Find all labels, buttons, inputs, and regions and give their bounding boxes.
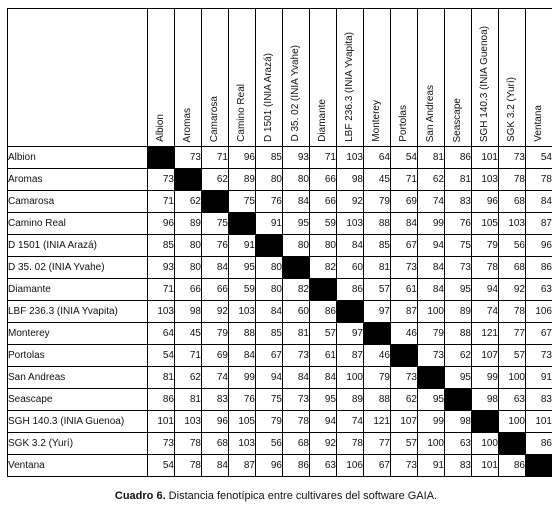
table-cell: 84	[256, 301, 283, 323]
table-row	[8, 433, 552, 455]
table-row	[8, 235, 552, 257]
table-cell: 103	[175, 411, 202, 433]
table-cell: 73	[499, 147, 526, 169]
table-cell: 84	[310, 367, 337, 389]
table-cell: 92	[202, 301, 229, 323]
table-row	[8, 147, 552, 169]
table-cell: 76	[256, 191, 283, 213]
table-cell: 107	[472, 345, 499, 367]
row-label: Portolas	[8, 345, 148, 367]
table-cell: 45	[364, 169, 391, 191]
column-header	[175, 9, 202, 147]
table-cell: 63	[499, 389, 526, 411]
table-cell: 94	[418, 235, 445, 257]
column-header	[310, 9, 337, 147]
table-cell: 81	[148, 367, 175, 389]
table-cell: 54	[148, 345, 175, 367]
table-cell: 71	[310, 147, 337, 169]
table-cell: 62	[391, 389, 418, 411]
table-cell: 77	[499, 323, 526, 345]
table-cell: 76	[445, 213, 472, 235]
table-cell: 101	[526, 411, 552, 433]
table-cell: 59	[229, 279, 256, 301]
table-row	[8, 389, 552, 411]
table-cell: 68	[202, 433, 229, 455]
table-cell: 71	[148, 279, 175, 301]
column-header-label: SGH 140.3 (INIA Guenoa)	[479, 25, 490, 142]
header-row	[8, 9, 552, 147]
table-cell: 57	[391, 433, 418, 455]
table-cell: 54	[391, 147, 418, 169]
table-cell: 92	[499, 279, 526, 301]
table-cell: 84	[202, 455, 229, 477]
column-header	[256, 9, 283, 147]
table-cell: 100	[337, 367, 364, 389]
table-cell: 57	[364, 279, 391, 301]
table-cell: 101	[472, 147, 499, 169]
table-cell: 60	[337, 257, 364, 279]
table-cell: 56	[499, 235, 526, 257]
table-cell: 79	[364, 191, 391, 213]
table-cell: 121	[472, 323, 499, 345]
table-cell: 78	[499, 169, 526, 191]
table-cell: 92	[337, 191, 364, 213]
table-cell: 78	[472, 257, 499, 279]
table-cell: 71	[391, 169, 418, 191]
table-cell: 69	[202, 345, 229, 367]
table-cell: 86	[526, 433, 552, 455]
column-header-label: D 1501 (INIA Arazá)	[263, 53, 274, 142]
table-cell: 86	[148, 389, 175, 411]
table-caption	[0, 490, 552, 502]
table-cell: 75	[202, 213, 229, 235]
table-row	[8, 191, 552, 213]
table-cell: 86	[526, 257, 552, 279]
table-cell: 57	[310, 323, 337, 345]
table-cell: 106	[526, 301, 552, 323]
table-cell: 87	[229, 455, 256, 477]
row-label: Camarosa	[8, 191, 148, 213]
table-cell: 73	[148, 433, 175, 455]
table-cell: 64	[148, 323, 175, 345]
table-cell: 79	[418, 323, 445, 345]
table-cell: 82	[283, 279, 310, 301]
table-cell: 106	[337, 455, 364, 477]
table-cell: 100	[418, 301, 445, 323]
table-cell: 78	[175, 455, 202, 477]
table-cell: 62	[418, 169, 445, 191]
table-cell: 91	[526, 367, 552, 389]
table-cell: 96	[256, 455, 283, 477]
table-cell: 91	[229, 235, 256, 257]
table-cell: 74	[202, 367, 229, 389]
column-header	[364, 9, 391, 147]
table-cell: 121	[364, 411, 391, 433]
table-cell: 73	[391, 367, 418, 389]
table-cell: 81	[364, 257, 391, 279]
table-cell: 94	[256, 367, 283, 389]
column-header	[472, 9, 499, 147]
table-cell: 105	[472, 213, 499, 235]
distance-matrix-table	[7, 8, 552, 477]
column-header	[283, 9, 310, 147]
table-cell: 86	[283, 455, 310, 477]
table-cell: 79	[364, 367, 391, 389]
table-cell: 79	[256, 411, 283, 433]
table-cell: 79	[472, 235, 499, 257]
table-cell: 66	[310, 169, 337, 191]
diagonal-cell	[391, 345, 418, 367]
table-cell: 94	[310, 411, 337, 433]
table-cell: 88	[364, 389, 391, 411]
table-cell: 100	[472, 433, 499, 455]
table-cell: 89	[445, 301, 472, 323]
column-header	[526, 9, 552, 147]
column-header	[418, 9, 445, 147]
column-header	[229, 9, 256, 147]
row-label: Camino Real	[8, 213, 148, 235]
table-cell: 89	[229, 169, 256, 191]
column-header-label: Diamante	[317, 99, 328, 142]
table-cell: 100	[499, 411, 526, 433]
table-cell: 75	[445, 235, 472, 257]
table-cell: 80	[175, 257, 202, 279]
table-cell: 71	[175, 345, 202, 367]
table-cell: 83	[445, 191, 472, 213]
column-header-label: Monterey	[371, 100, 382, 142]
table-row	[8, 169, 552, 191]
table-cell: 73	[175, 147, 202, 169]
table-cell: 99	[418, 213, 445, 235]
table-cell: 80	[175, 235, 202, 257]
table-cell: 78	[337, 433, 364, 455]
diagonal-cell	[175, 169, 202, 191]
table-cell: 105	[229, 411, 256, 433]
table-cell: 75	[256, 389, 283, 411]
table-cell: 98	[337, 169, 364, 191]
table-cell: 103	[229, 301, 256, 323]
row-label: Aromas	[8, 169, 148, 191]
table-cell: 93	[148, 257, 175, 279]
caption-label: Cuadro 6.	[114, 490, 166, 502]
diagonal-cell	[148, 147, 175, 169]
column-header-label: Camino Real	[236, 84, 247, 142]
table-cell: 86	[499, 455, 526, 477]
table-cell: 93	[283, 147, 310, 169]
column-header	[202, 9, 229, 147]
column-header-label: D 35. 02 (INIA Yvahe)	[290, 45, 301, 142]
table-cell: 97	[364, 301, 391, 323]
table-cell: 67	[364, 455, 391, 477]
column-header-label: Albion	[155, 114, 166, 142]
table-cell: 99	[229, 367, 256, 389]
table-cell: 103	[337, 147, 364, 169]
corner-cell	[8, 9, 148, 147]
table-cell: 89	[175, 213, 202, 235]
table-cell: 46	[364, 345, 391, 367]
table-cell: 71	[202, 147, 229, 169]
table-cell: 80	[283, 169, 310, 191]
table-cell: 66	[175, 279, 202, 301]
table-cell: 73	[283, 389, 310, 411]
table-cell: 100	[499, 367, 526, 389]
table-cell: 85	[256, 323, 283, 345]
table-cell: 76	[202, 235, 229, 257]
column-header-label: San Andreas	[425, 84, 436, 142]
table-cell: 85	[148, 235, 175, 257]
table-cell: 92	[310, 433, 337, 455]
table-cell: 103	[148, 301, 175, 323]
table-cell: 99	[472, 367, 499, 389]
table-cell: 95	[283, 213, 310, 235]
table-cell: 68	[283, 433, 310, 455]
diagonal-cell	[256, 235, 283, 257]
table-cell: 80	[256, 279, 283, 301]
column-header	[499, 9, 526, 147]
diagonal-cell	[526, 455, 552, 477]
table-cell: 78	[526, 169, 552, 191]
table-cell: 96	[526, 235, 552, 257]
table-cell: 95	[229, 257, 256, 279]
row-label: Ventana	[8, 455, 148, 477]
column-header	[148, 9, 175, 147]
table-cell: 78	[499, 301, 526, 323]
table-cell: 69	[391, 191, 418, 213]
row-label: SGK 3.2 (Yurí)	[8, 433, 148, 455]
table-cell: 98	[175, 301, 202, 323]
table-cell: 80	[283, 235, 310, 257]
diagonal-cell	[472, 411, 499, 433]
table-cell: 88	[364, 213, 391, 235]
column-header	[445, 9, 472, 147]
table-cell: 79	[202, 323, 229, 345]
table-row	[8, 279, 552, 301]
table-cell: 84	[526, 191, 552, 213]
table-cell: 80	[310, 235, 337, 257]
table-cell: 84	[229, 345, 256, 367]
diagonal-cell	[499, 433, 526, 455]
table-cell: 67	[256, 345, 283, 367]
table-cell: 84	[391, 213, 418, 235]
table-cell: 57	[499, 345, 526, 367]
table-row	[8, 345, 552, 367]
table-cell: 95	[418, 389, 445, 411]
table-cell: 101	[148, 411, 175, 433]
table-cell: 87	[526, 213, 552, 235]
table-cell: 73	[418, 345, 445, 367]
table-cell: 96	[229, 147, 256, 169]
table-cell: 99	[418, 411, 445, 433]
table-cell: 76	[229, 389, 256, 411]
column-header-label: Camarosa	[209, 95, 220, 142]
table-cell: 59	[310, 213, 337, 235]
row-label: Monterey	[8, 323, 148, 345]
table-cell: 74	[418, 191, 445, 213]
table-cell: 81	[283, 323, 310, 345]
column-header-label: LBF 236.3 (INIA Yvapita)	[344, 32, 355, 142]
row-label: LBF 236.3 (INIA Yvapita)	[8, 301, 148, 323]
column-header	[391, 9, 418, 147]
table-cell: 62	[202, 169, 229, 191]
row-label: SGH 140.3 (INIA Guenoa)	[8, 411, 148, 433]
table-cell: 63	[445, 433, 472, 455]
column-header-label: SGK 3.2 (Yurí)	[506, 76, 517, 142]
table-cell: 96	[472, 191, 499, 213]
table-cell: 73	[148, 169, 175, 191]
table-row	[8, 301, 552, 323]
diagonal-cell	[202, 191, 229, 213]
table-cell: 62	[445, 345, 472, 367]
table-cell: 97	[337, 323, 364, 345]
table-cell: 83	[445, 455, 472, 477]
table-row	[8, 213, 552, 235]
row-label: Albion	[8, 147, 148, 169]
table-cell: 95	[445, 367, 472, 389]
row-label: Diamante	[8, 279, 148, 301]
table-cell: 88	[445, 323, 472, 345]
table-row	[8, 411, 552, 433]
table-row	[8, 257, 552, 279]
diagonal-cell	[229, 213, 256, 235]
table-cell: 84	[202, 257, 229, 279]
table-cell: 62	[175, 367, 202, 389]
table-row	[8, 455, 552, 477]
table-cell: 60	[283, 301, 310, 323]
table-cell: 54	[148, 455, 175, 477]
table-cell: 56	[256, 433, 283, 455]
column-header-label: Aromas	[182, 107, 193, 142]
table-cell: 71	[148, 191, 175, 213]
table-cell: 96	[202, 411, 229, 433]
table-cell: 73	[526, 345, 552, 367]
table-cell: 45	[175, 323, 202, 345]
table-cell: 74	[472, 301, 499, 323]
table-cell: 84	[418, 257, 445, 279]
table-cell: 85	[256, 147, 283, 169]
matrix-body	[8, 147, 552, 477]
diagonal-cell	[337, 301, 364, 323]
table-cell: 84	[337, 235, 364, 257]
table-row	[8, 367, 552, 389]
table-cell: 78	[283, 411, 310, 433]
table-cell: 67	[391, 235, 418, 257]
table-cell: 67	[526, 323, 552, 345]
table-cell: 81	[175, 389, 202, 411]
diagonal-cell	[364, 323, 391, 345]
table-row	[8, 323, 552, 345]
table-cell: 95	[310, 389, 337, 411]
caption-text: Distancia fenotípica entre cultivares del software GAIA.	[165, 490, 438, 502]
table-cell: 101	[472, 455, 499, 477]
table-cell: 107	[391, 411, 418, 433]
table-cell: 96	[148, 213, 175, 235]
table-cell: 80	[256, 169, 283, 191]
table-cell: 100	[418, 433, 445, 455]
table-cell: 73	[391, 257, 418, 279]
table-cell: 66	[310, 191, 337, 213]
table-cell: 66	[202, 279, 229, 301]
row-label: San Andreas	[8, 367, 148, 389]
table-cell: 73	[445, 257, 472, 279]
table-cell: 86	[445, 147, 472, 169]
table-cell: 83	[202, 389, 229, 411]
row-label: D 1501 (INIA Arazá)	[8, 235, 148, 257]
column-header-label: Portolas	[398, 105, 409, 142]
table-cell: 81	[418, 147, 445, 169]
table-cell: 46	[391, 323, 418, 345]
table-cell: 61	[391, 279, 418, 301]
table-cell: 78	[175, 433, 202, 455]
table-cell: 88	[229, 323, 256, 345]
table-cell: 84	[418, 279, 445, 301]
table-cell: 62	[175, 191, 202, 213]
table-cell: 68	[499, 257, 526, 279]
table-cell: 54	[526, 147, 552, 169]
table-cell: 103	[499, 213, 526, 235]
table-cell: 87	[337, 345, 364, 367]
table-cell: 103	[229, 433, 256, 455]
row-label: D 35. 02 (INIA Yvahe)	[8, 257, 148, 279]
table-cell: 84	[283, 191, 310, 213]
diagonal-cell	[418, 367, 445, 389]
table-cell: 103	[337, 213, 364, 235]
diagonal-cell	[310, 279, 337, 301]
table-cell: 61	[310, 345, 337, 367]
table-cell: 91	[418, 455, 445, 477]
column-header-label: Seascape	[452, 97, 463, 142]
table-cell: 83	[526, 389, 552, 411]
row-label: Seascape	[8, 389, 148, 411]
table-cell: 98	[445, 411, 472, 433]
table-cell: 82	[310, 257, 337, 279]
table-cell: 77	[364, 433, 391, 455]
table-cell: 95	[445, 279, 472, 301]
table-cell: 103	[472, 169, 499, 191]
table-cell: 63	[310, 455, 337, 477]
table-cell: 81	[445, 169, 472, 191]
table-cell: 73	[283, 345, 310, 367]
table-cell: 91	[256, 213, 283, 235]
table-cell: 64	[364, 147, 391, 169]
table-cell: 87	[391, 301, 418, 323]
table-cell: 85	[364, 235, 391, 257]
table-cell: 80	[256, 257, 283, 279]
table-cell: 75	[229, 191, 256, 213]
table-cell: 73	[391, 455, 418, 477]
table-cell: 68	[499, 191, 526, 213]
table-cell: 84	[283, 367, 310, 389]
table-cell: 94	[472, 279, 499, 301]
table-cell: 98	[472, 389, 499, 411]
column-header	[337, 9, 364, 147]
column-header-label: Ventana	[533, 105, 544, 142]
table-cell: 86	[337, 279, 364, 301]
table-cell: 74	[337, 411, 364, 433]
diagonal-cell	[283, 257, 310, 279]
table-cell: 89	[337, 389, 364, 411]
diagonal-cell	[445, 389, 472, 411]
table-cell: 63	[526, 279, 552, 301]
table-cell: 86	[310, 301, 337, 323]
